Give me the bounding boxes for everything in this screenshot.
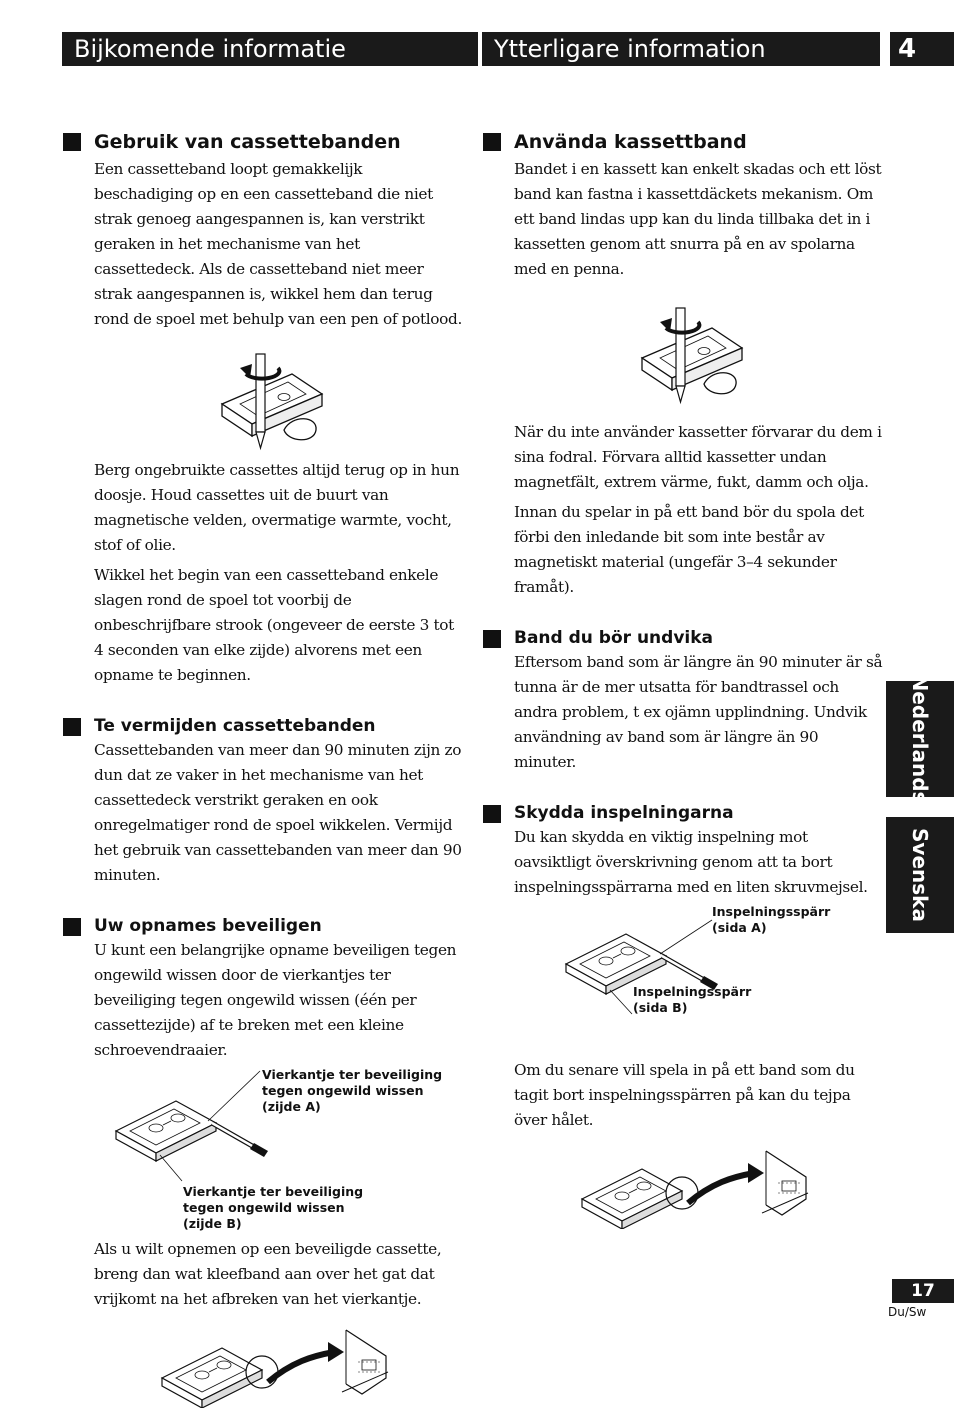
left-header-title: Bijkomende informatie — [74, 35, 346, 63]
language-tab-svenska[interactable] — [886, 817, 954, 933]
page-number: 17 — [892, 1279, 954, 1303]
chapter-number: 4 — [890, 32, 954, 66]
cassette-rewind-illustration — [514, 282, 884, 420]
erase-tab-label-side-b: Vierkantje ter beveiliging tegen ongewild wissen (zijde B) — [183, 1184, 364, 1231]
paragraph: Eftersom band som är längre än 90 minuter är så tunna är de mer utsatta för bandtrassel och andra problem, t ex ojämn upplindning. Undvik användning av band som är längre än 90 minuter. — [514, 653, 883, 771]
paragraph: Als u wilt opnemen op een beveiligde cassette, breng dan wat kleefband aan over het gat dat vrijkomt na het afbreken van het vierkantje. — [94, 1240, 442, 1308]
language-tab-nederlands[interactable] — [886, 674, 954, 804]
record-tab-label-side-a: Inspelningsspärr (sida A) — [712, 904, 831, 935]
record-tab-label-side-b: Inspelningsspärr (sida B) — [633, 984, 752, 1015]
section-heading: Skydda inspelningarna — [514, 803, 884, 823]
tape-over-hole-illustration — [514, 1149, 884, 1229]
paragraph: Wikkel het begin van een cassetteband enkele slagen rond de spoel tot voorbij de onbeschrijfbare strook (ongeveer de eerste 3 tot 4 seconden van elke zijde) alvorens met een opname te beginnen. — [94, 566, 454, 684]
tape-over-hole-illustration — [94, 1328, 464, 1408]
paragraph: Berg ongebruikte cassettes altijd terug op in hun doosje. Houd cassettes uit de buurt van magnetische velden, overmatige warmte, vocht, stof of olie. — [94, 461, 460, 554]
language-tab-label: Nederlands — [908, 674, 932, 804]
language-tab-label: Svenska — [908, 828, 932, 922]
paragraph: När du inte använder kassetter förvarar du dem i sina fodral. Förvara alltid kassetter undan magnetfält, extrem värme, fukt, damm och olja. — [514, 423, 882, 491]
section-heading: Gebruik van cassettebanden — [94, 131, 464, 153]
section-heading: Te vermijden cassettebanden — [94, 716, 464, 736]
paragraph: Cassettebanden van meer dan 90 minuten zijn zo dun dat ze vaker in het mechanisme van het cassettedeck verstrikt geraken en ook onregelmatiger rond de spoel wikkelen. Vermijd het gebruik van cassettebanden van meer dan 90 minuten. — [94, 741, 462, 884]
swedish-column — [514, 131, 884, 1229]
paragraph: Bandet i en kassett kan enkelt skadas och ett löst band kan fastna i kassettdäckets mekanism. Om ett band lindas upp kan du linda tillbaka det in i kassetten genom att snurra på en av spolarna med en penna. — [514, 160, 882, 278]
record-protection-figure — [514, 900, 884, 1058]
section-heading: Uw opnames beveiligen — [94, 916, 464, 936]
paragraph: Innan du spelar in på ett band bör du spola det förbi den inledande bit som inte består av magnetiskt material (ungefär 3–4 sekunder framåt). — [514, 503, 864, 596]
language-code: Du/Sw — [888, 1305, 927, 1319]
dutch-column — [94, 131, 464, 1408]
erase-tab-label-side-a: Vierkantje ter beveiliging tegen ongewild wissen (zijde A) — [262, 1067, 443, 1114]
section-heading: Band du bör undvika — [514, 628, 884, 648]
right-header-bar — [482, 32, 880, 66]
paragraph: Om du senare vill spela in på ett band som du tagit bort inspelningsspärren på kan du tejpa över hålet. — [514, 1061, 855, 1129]
paragraph: U kunt een belangrijke opname beveiligen tegen ongewild wissen door de vierkantjes ter beveiliging tegen ongewild wissen (één per cassettezijde) af te breken met een kleine schroevendraaier. — [94, 941, 457, 1059]
left-header-bar — [62, 32, 478, 66]
paragraph: Du kan skydda en viktig inspelning mot oavsiktligt överskrivning genom att ta bort inspelningsspärrarna med en liten skruvmejsel. — [514, 828, 868, 896]
paragraph: Een cassetteband loopt gemakkelijk beschadiging op en een cassetteband die niet strak genoeg aangespannen is, kan verstrikt geraken in het mechanisme van het cassettedeck. Als de cassetteband niet meer strak aangespannen is, wikkel hem dan terug rond de spoel met behulp van een pen of potlood. — [94, 160, 462, 328]
cassette-rewind-illustration — [94, 332, 464, 458]
section-heading: Använda kassettband — [514, 131, 884, 153]
erase-prevention-figure — [94, 1063, 464, 1237]
right-header-title: Ytterligare information — [494, 35, 766, 63]
